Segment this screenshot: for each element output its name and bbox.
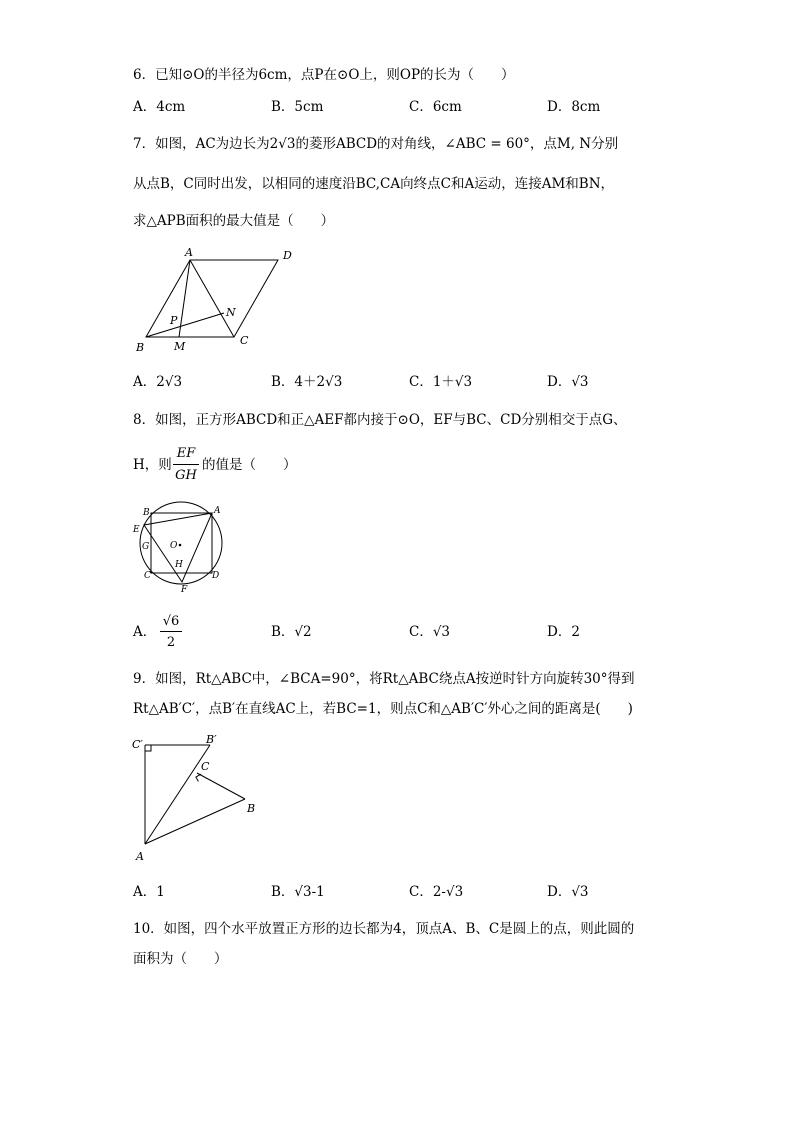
q6-option-d: D．8cm <box>547 99 601 115</box>
q8-fraction-numerator: EF <box>176 446 196 461</box>
q6-stem: 6．已知⊙O的半径为6cm，点P在⊙O上，则OP的长为（ ） <box>133 67 515 83</box>
q9-label-c-prime: C′ <box>132 738 143 751</box>
q7-label-c: C <box>240 334 249 347</box>
q10-stem-line2: 面积为（ ） <box>133 951 228 967</box>
q7-rhombus-figure <box>130 240 310 360</box>
q7-label-n: N <box>226 306 236 319</box>
q6-option-a: A．4cm <box>133 99 186 115</box>
q8-label-a: A <box>214 506 221 516</box>
q8-circle-figure <box>130 500 240 600</box>
q10-stem-line1: 10．如图，四个水平放置正方形的边长都为4，顶点A、B、C是圆上的点，则此圆的 <box>133 921 635 937</box>
q9-label-c: C <box>201 760 210 773</box>
q8-stem-line2-prefix: H，则 <box>133 457 172 473</box>
q8-option-a-prefix: A． <box>133 624 157 640</box>
q7-label-m: M <box>174 340 186 353</box>
q8-option-a-bar <box>160 631 182 632</box>
q7-label-b: B <box>136 341 145 354</box>
q7-stem-line3: 求△APB面积的最大值是（ ） <box>133 213 335 229</box>
q7-option-d: D．√3 <box>547 374 589 390</box>
q7-stem-line1: 7．如图，AC为边长为2√3的菱形ABCD的对角线，∠ABC = 60°，点M, N分别 <box>133 136 619 152</box>
q7-label-d: D <box>283 249 292 262</box>
q8-label-c: C <box>144 571 151 581</box>
q9-option-a: A．1 <box>133 884 165 900</box>
q8-option-a-numerator: √6 <box>162 614 180 629</box>
q7-option-b: B．4＋2√3 <box>271 374 343 390</box>
q8-stem-line1: 8．如图，正方形ABCD和正△AEF都内接于⊙O，EF与BC、CD分别相交于点G、 <box>133 412 627 428</box>
q9-label-b-prime: B′ <box>206 733 217 746</box>
q8-fraction-denominator: GH <box>175 468 197 483</box>
q8-label-f: F <box>181 585 188 595</box>
q7-option-c: C．1＋√3 <box>409 374 473 390</box>
q8-label-g: G <box>142 542 150 552</box>
q8-option-c: C．√3 <box>409 624 451 640</box>
q7-option-a: A．2√3 <box>133 374 183 390</box>
q9-rotation-figure <box>128 732 268 862</box>
q8-fraction-bar <box>173 464 199 465</box>
q8-option-b: B．√2 <box>271 624 312 640</box>
q9-label-b: B <box>247 802 256 815</box>
q7-label-p: P <box>170 314 178 327</box>
q8-label-b: B <box>143 508 150 518</box>
q7-stem-line2: 从点B，C同时出发，以相同的速度沿BC,CA向终点C和A运动，连接AM和BN， <box>133 176 615 192</box>
q8-label-h: H <box>175 560 183 570</box>
q6-option-c: C．6cm <box>409 99 462 115</box>
q8-option-d: D．2 <box>547 624 580 640</box>
q8-label-o: O <box>170 541 178 551</box>
q9-stem-line1: 9．如图，Rt△ABC中，∠BCA=90°，将Rt△ABC绕点A按逆时针方向旋转30°得到 <box>133 671 635 687</box>
q6-option-b: B．5cm <box>271 99 324 115</box>
q9-stem-line2: Rt△AB′C′，点B′在直线AC上，若BC=1，则点C和△AB′C′外心之间的距离是( ) <box>133 701 633 717</box>
q9-option-d: D．√3 <box>547 884 589 900</box>
q7-label-a: A <box>185 246 193 259</box>
q8-stem-line2-suffix: 的值是（ ） <box>202 457 297 473</box>
q8-option-a-denominator: 2 <box>166 635 176 650</box>
q9-option-c: C．2-√3 <box>409 884 464 900</box>
q8-label-e: E <box>133 525 140 535</box>
q8-label-d: D <box>212 571 220 581</box>
q9-label-a: A <box>136 850 144 863</box>
q9-option-b: B．√3-1 <box>271 884 325 900</box>
